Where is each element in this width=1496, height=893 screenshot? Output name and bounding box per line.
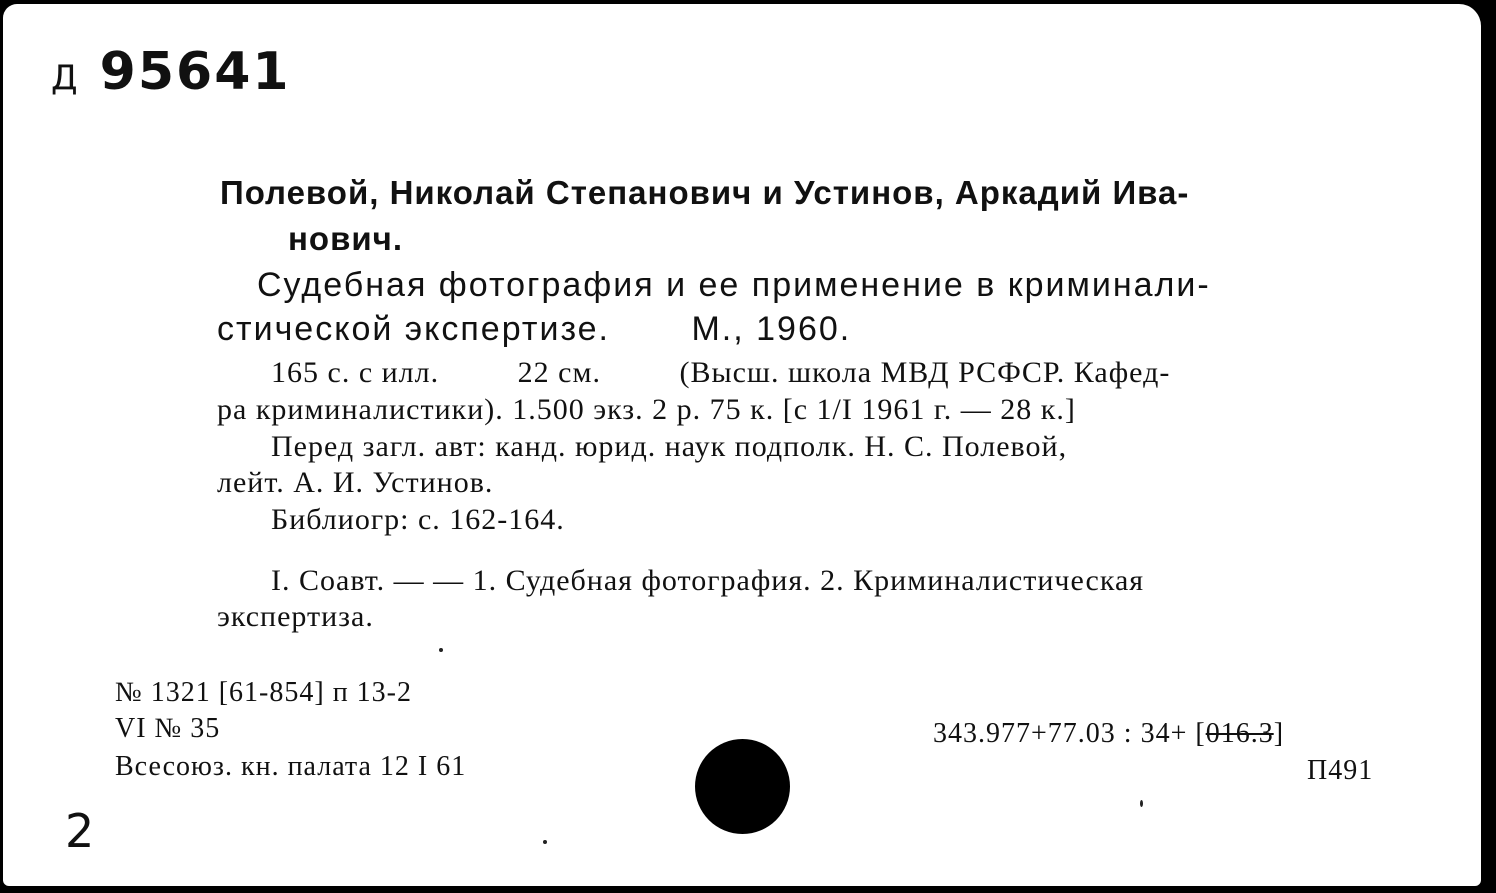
classification-code <box>933 718 1284 750</box>
ink-speck <box>1140 800 1143 807</box>
author-line-2: нович. <box>288 220 403 257</box>
punch-hole <box>695 739 790 834</box>
catalog-card <box>3 4 1481 886</box>
bibliography-note: Библиогр: с. 162-164. <box>271 503 565 536</box>
handwritten-number: 95641 <box>99 42 291 102</box>
footer-line-3: Всесоюз. кн. палата 12 I 61 <box>115 751 467 782</box>
subjects-line-1: I. Соавт. — — 1. Судебная фотография. 2. Криминалистическая <box>271 564 1145 597</box>
title-line-2 <box>217 310 851 349</box>
handwritten-catalog-number <box>51 42 291 102</box>
pages-illustrations: 165 с. с илл. <box>271 356 440 389</box>
handwritten-prefix: Д <box>51 58 80 98</box>
title-line-1: Судебная фотография и ее применение в криминали- <box>257 266 1211 304</box>
subjects-line-2: экспертиза. <box>217 600 374 633</box>
card-edge-right <box>1482 0 1496 893</box>
title-line-2-text: стической экспертизе. <box>217 310 611 348</box>
ink-speck <box>543 840 547 844</box>
handwritten-corner-mark: 2 <box>65 804 97 858</box>
imprint: М., 1960. <box>691 310 852 348</box>
footer-line-2: VI № 35 <box>115 713 221 744</box>
note-line-1: Перед загл. авт: канд. юрид. наук подполк. Н. С. Полевой, <box>271 430 1068 463</box>
classification-main: 343.977+77.03 : 34+ [ <box>933 718 1206 749</box>
note-line-2: лейт. А. И. Устинов. <box>217 466 494 499</box>
card-edge-bottom <box>0 886 1496 893</box>
physical-description-line-1 <box>271 356 1170 390</box>
footer-line-1: № 1321 [61-854] п 13-2 <box>115 677 412 708</box>
series: (Высш. школа МВД РСФСР. Кафед- <box>679 356 1171 389</box>
ink-speck <box>439 648 443 652</box>
physical-description-line-2: ра криминалистики). 1.500 экз. 2 р. 75 к. [с 1/I 1961 г. — 28 к.] <box>217 393 1076 426</box>
author-line-1: Полевой, Николай Степанович и Устинов, Аркадий Ива- <box>220 174 1190 211</box>
shelf-mark: П491 <box>1307 755 1374 786</box>
size: 22 см. <box>517 356 601 389</box>
classification-struck: 016.3 <box>1205 718 1274 749</box>
classification-end: ] <box>1273 718 1285 749</box>
